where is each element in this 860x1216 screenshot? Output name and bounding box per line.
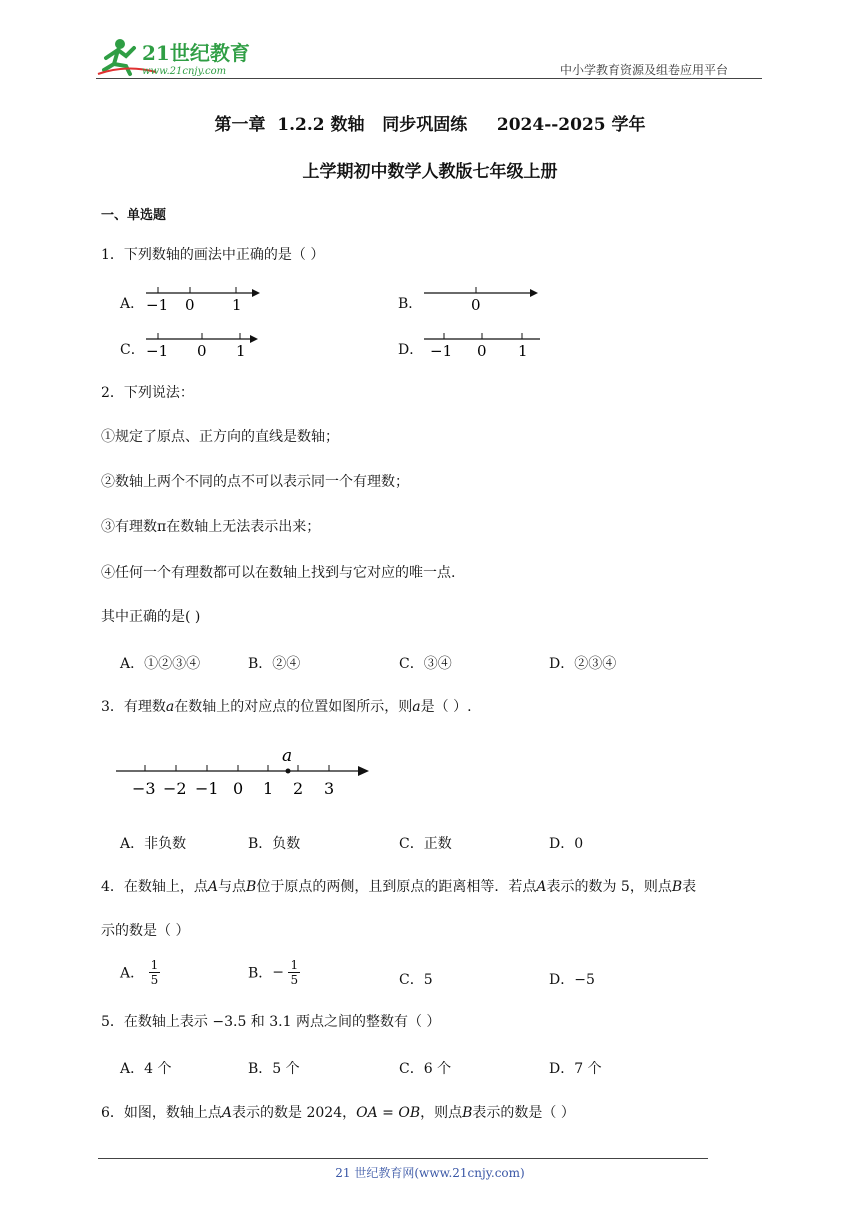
q6-stem: 6．如图，数轴上点A表示的数是 2024，OA = OB，则点B表示的数是（ ）	[101, 1105, 575, 1121]
q1-option-c-label: C．	[120, 342, 145, 358]
q4-option-c: C．5	[399, 972, 433, 988]
tick-label: 1	[263, 779, 274, 798]
tick-label: 0	[197, 342, 207, 360]
q3-number-line	[110, 744, 380, 800]
q1-option-d-axis	[422, 328, 547, 360]
q5-option-c: C．6 个	[399, 1061, 452, 1077]
point-a-label: a	[282, 746, 293, 766]
q4-stem-line-2: 示的数是（ ）	[101, 923, 190, 939]
fraction: $\frac{1}{5}$	[150, 958, 159, 987]
q3-option-d: D．0	[549, 836, 584, 852]
q2-statement-2: ②数轴上两个不同的点不可以表示同一个有理数；	[101, 474, 409, 490]
q2-option-d: D．②③④	[549, 656, 617, 672]
tick-label: 0	[477, 342, 487, 360]
q1-option-b-axis	[422, 282, 547, 314]
header-divider	[96, 78, 762, 79]
tick-label: −2	[163, 779, 187, 798]
q1-stem: 1．下列数轴的画法中正确的是（ ）	[101, 247, 325, 263]
title-line-2: 上学期初中数学人教版七年级上册	[302, 162, 558, 182]
tick-label: 3	[324, 779, 335, 798]
q1-option-b-label: B．	[398, 296, 423, 312]
tick-label: 1	[236, 342, 246, 360]
q1-option-a-axis	[142, 282, 267, 314]
tick-label: −1	[195, 779, 219, 798]
tick-label: 0	[233, 779, 244, 798]
q5-option-b: B．5 个	[248, 1061, 300, 1077]
title-line-1: 第一章 1.2.2 数轴 同步巩固练 2024--2025 学年	[214, 115, 646, 135]
q4-stem-line-1: 4．在数轴上，点A与点B位于原点的两侧，且到原点的距离相等．若点A表示的数为 5，则点B表	[101, 879, 697, 895]
q2-statement-4: ④任何一个有理数都可以在数轴上找到与它对应的唯一点.	[101, 565, 456, 581]
q2-option-a: A．①②③④	[120, 656, 201, 672]
q1-option-c-axis	[142, 328, 267, 360]
q2-ask: 其中正确的是( )	[101, 609, 201, 625]
tick-label: 2	[293, 779, 304, 798]
tick-label: −1	[430, 342, 453, 360]
q3-option-c: C．正数	[399, 836, 452, 852]
tick-label: 0	[471, 296, 481, 314]
tick-label: −3	[132, 779, 156, 798]
logo-url: www.21cnjy.com	[142, 66, 227, 77]
q5-option-d: D．7 个	[549, 1061, 602, 1077]
tick-label: −1	[146, 296, 169, 314]
q2-statement-1: ①规定了原点、正方向的直线是数轴；	[101, 429, 339, 445]
tick-label: −1	[146, 342, 169, 360]
q2-option-b: B．②④	[248, 656, 301, 672]
q2-statement-3: ③有理数π在数轴上无法表示出来；	[101, 519, 321, 535]
header-platform-text: 中小学教育资源及组卷应用平台	[560, 63, 729, 77]
section-heading: 一、单选题	[101, 208, 167, 223]
tick-label: 1	[232, 296, 242, 314]
footer-divider	[98, 1158, 708, 1159]
q3-option-b: B．负数	[248, 836, 301, 852]
logo-text: 21世纪教育	[142, 41, 250, 65]
site-logo	[96, 34, 266, 80]
q5-option-a: A．4 个	[120, 1061, 172, 1077]
q5-stem: 5．在数轴上表示 −3.5 和 3.1 两点之间的整数有（ ）	[101, 1014, 441, 1030]
q1-option-d-label: D．	[398, 342, 424, 358]
q1-option-a-label: A．	[120, 296, 145, 312]
tick-label: 1	[518, 342, 528, 360]
q4-option-a: A． $\frac{1}{5}$	[120, 958, 159, 987]
q2-stem: 2．下列说法：	[101, 385, 194, 401]
q2-option-c: C．③④	[399, 656, 452, 672]
footer-text: 21 世纪教育网(www.21cnjy.com)	[335, 1166, 525, 1180]
q3-option-a: A．非负数	[120, 836, 187, 852]
tick-label: 0	[185, 296, 195, 314]
point-a-dot	[286, 769, 291, 774]
q4-option-b: B．− $\frac{1}{5}$	[248, 958, 299, 987]
fraction: $\frac{1}{5}$	[290, 958, 299, 987]
q3-stem: 3．有理数a在数轴上的对应点的位置如图所示，则a是（ ）.	[101, 699, 472, 715]
q4-option-d: D．−5	[549, 972, 595, 988]
